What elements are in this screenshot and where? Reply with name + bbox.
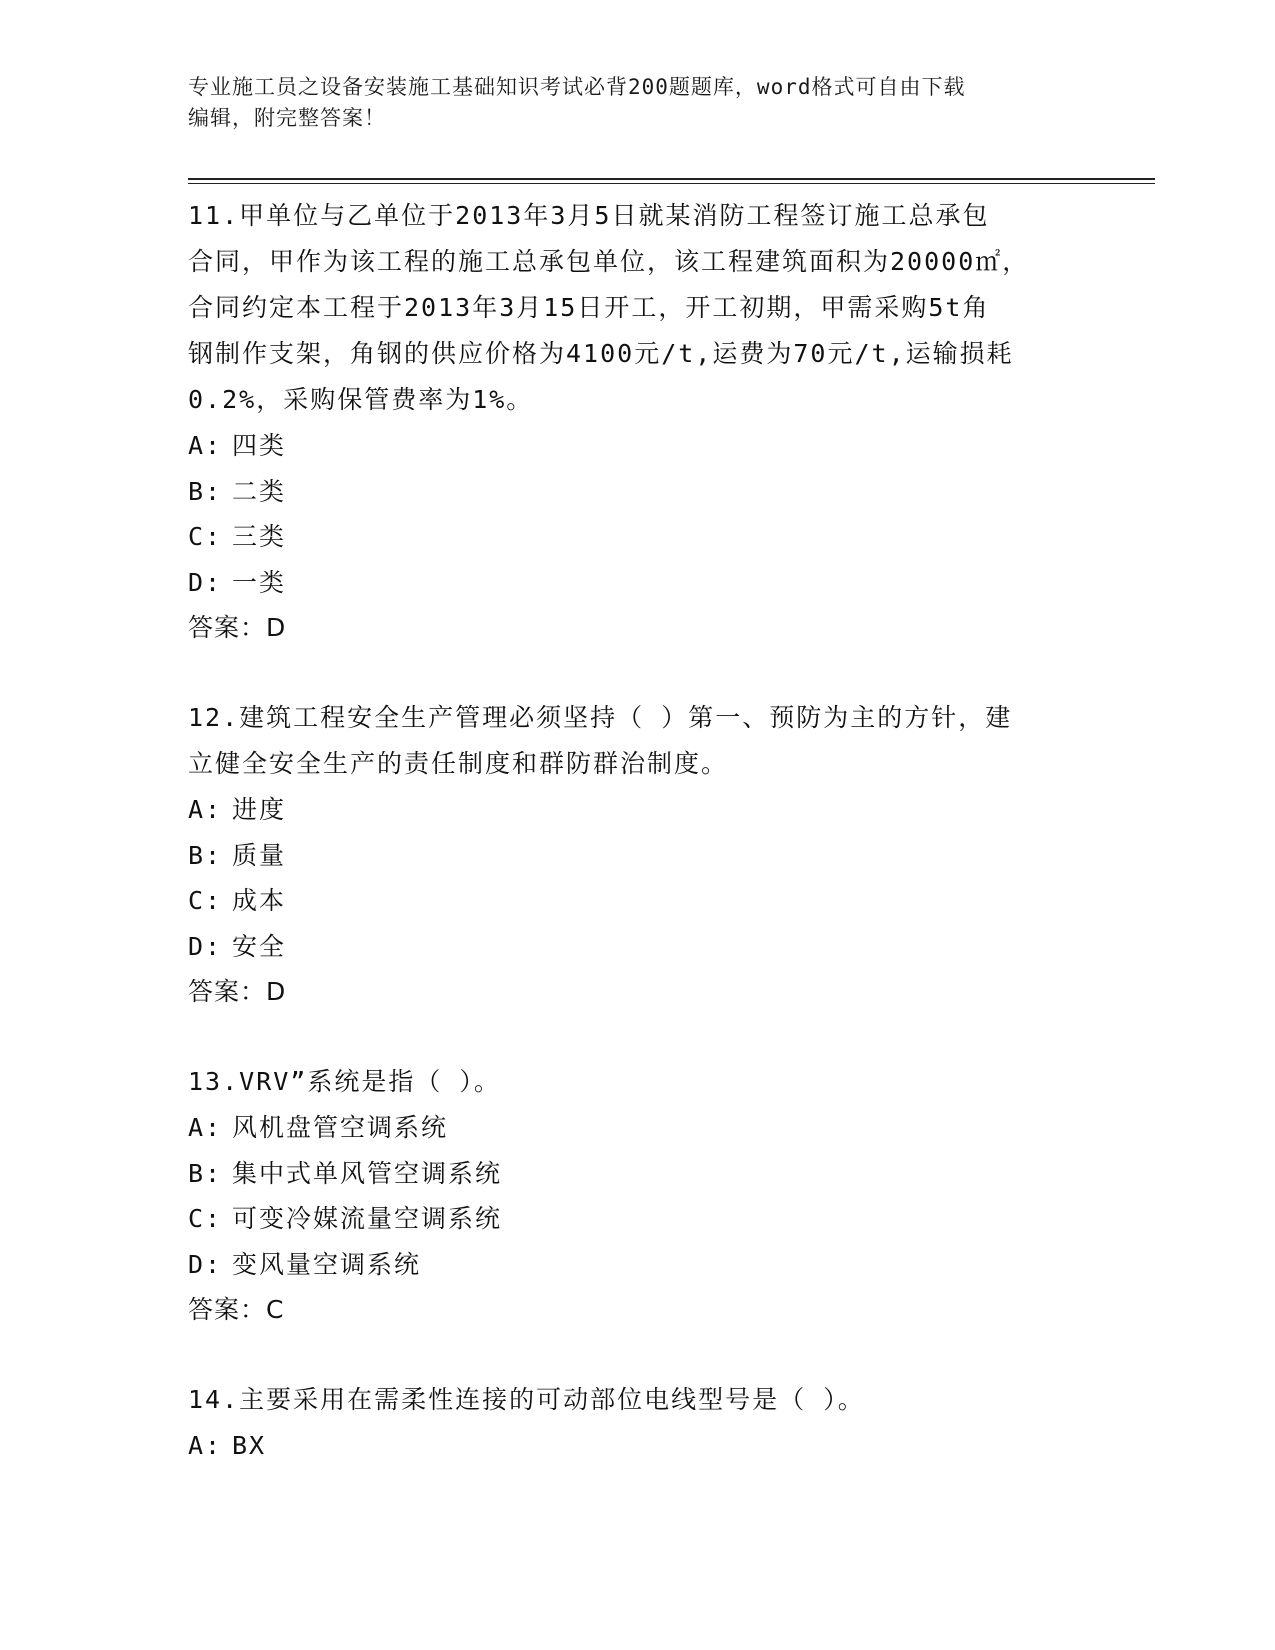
question-line: 13.VRV”系统是指（ ）。: [188, 1067, 501, 1096]
header-line-1: 专业施工员之设备安装施工基础知识考试必背200题题库，word格式可自由下载: [188, 75, 966, 99]
option-d: [188, 1242, 1088, 1288]
option-b: [188, 833, 1088, 879]
question-text: [188, 193, 1088, 423]
question-line: 0.2%，采购保管费率为1%。: [188, 385, 534, 414]
header-line-2: 编辑，附完整答案！: [188, 106, 386, 130]
option-text: 可变冷媒流量空调系统: [232, 1204, 503, 1233]
question-line: 14.主要采用在需柔性连接的可动部位电线型号是（ ）。: [188, 1385, 865, 1414]
option-text: 成本: [232, 886, 287, 915]
header-divider-thick: [188, 178, 1155, 180]
option-d: [188, 560, 1088, 606]
question-line: 立健全安全生产的责任制度和群防群治制度。: [188, 749, 729, 778]
option-key: D:: [188, 1249, 223, 1279]
answer-line: 答案：C: [188, 1295, 285, 1324]
option-key: B:: [188, 476, 223, 506]
question-line: 合同，甲作为该工程的施工总承包单位，该工程建筑面积为20000㎡，: [188, 247, 1030, 276]
question-line: 12.建筑工程安全生产管理必须坚持（ ）第一、预防为主的方针，建: [188, 703, 1013, 732]
header-divider-thin: [188, 183, 1155, 184]
option-key: B:: [188, 1158, 223, 1188]
option-key: A:: [188, 1431, 223, 1460]
option-key: A:: [188, 1113, 223, 1142]
option-key: D:: [188, 931, 223, 961]
option-key: D:: [188, 567, 223, 597]
option-text: 三类: [232, 522, 287, 551]
option-key: C:: [188, 886, 223, 915]
answer-line: 答案：D: [188, 977, 287, 1006]
option-text: 集中式单风管空调系统: [232, 1158, 503, 1188]
question-12: [188, 695, 1088, 1015]
option-a: [188, 423, 1088, 469]
option-text: 质量: [232, 840, 287, 870]
option-text: 安全: [232, 931, 287, 961]
option-text: 二类: [232, 476, 287, 506]
document-header: [188, 72, 1068, 134]
option-text: 进度: [232, 795, 287, 824]
question-text: [188, 1059, 1088, 1105]
option-b: [188, 469, 1088, 515]
option-a: [188, 1105, 1088, 1151]
option-c: [188, 878, 1088, 924]
option-text: 一类: [232, 567, 287, 597]
option-b: [188, 1151, 1088, 1197]
answer-line: 答案：D: [188, 613, 287, 642]
question-13: [188, 1059, 1088, 1333]
option-key: C:: [188, 522, 223, 551]
question-11: [188, 193, 1088, 651]
option-d: [188, 924, 1088, 970]
option-text: 变风量空调系统: [232, 1249, 422, 1279]
question-text: [188, 1377, 1088, 1423]
option-key: C:: [188, 1204, 223, 1233]
question-line: 合同约定本工程于2013年3月15日开工，开工初期，甲需采购5t角: [188, 293, 990, 322]
option-key: B:: [188, 840, 223, 870]
option-a: [188, 787, 1088, 833]
option-key: A:: [188, 795, 223, 824]
option-a: [188, 1423, 1088, 1469]
option-text: 四类: [232, 431, 287, 460]
option-text: 风机盘管空调系统: [232, 1113, 449, 1142]
question-line: 钢制作支架，角钢的供应价格为4100元/t,运费为70元/t,运输损耗: [188, 339, 1014, 368]
question-text: [188, 695, 1088, 787]
option-key: A:: [188, 431, 223, 460]
question-list: [188, 193, 1088, 1513]
question-14: [188, 1377, 1088, 1469]
option-c: [188, 514, 1088, 560]
option-c: [188, 1196, 1088, 1242]
question-line: 11.甲单位与乙单位于2013年3月5日就某消防工程签订施工总承包: [188, 201, 990, 230]
option-text: BX: [232, 1431, 267, 1460]
